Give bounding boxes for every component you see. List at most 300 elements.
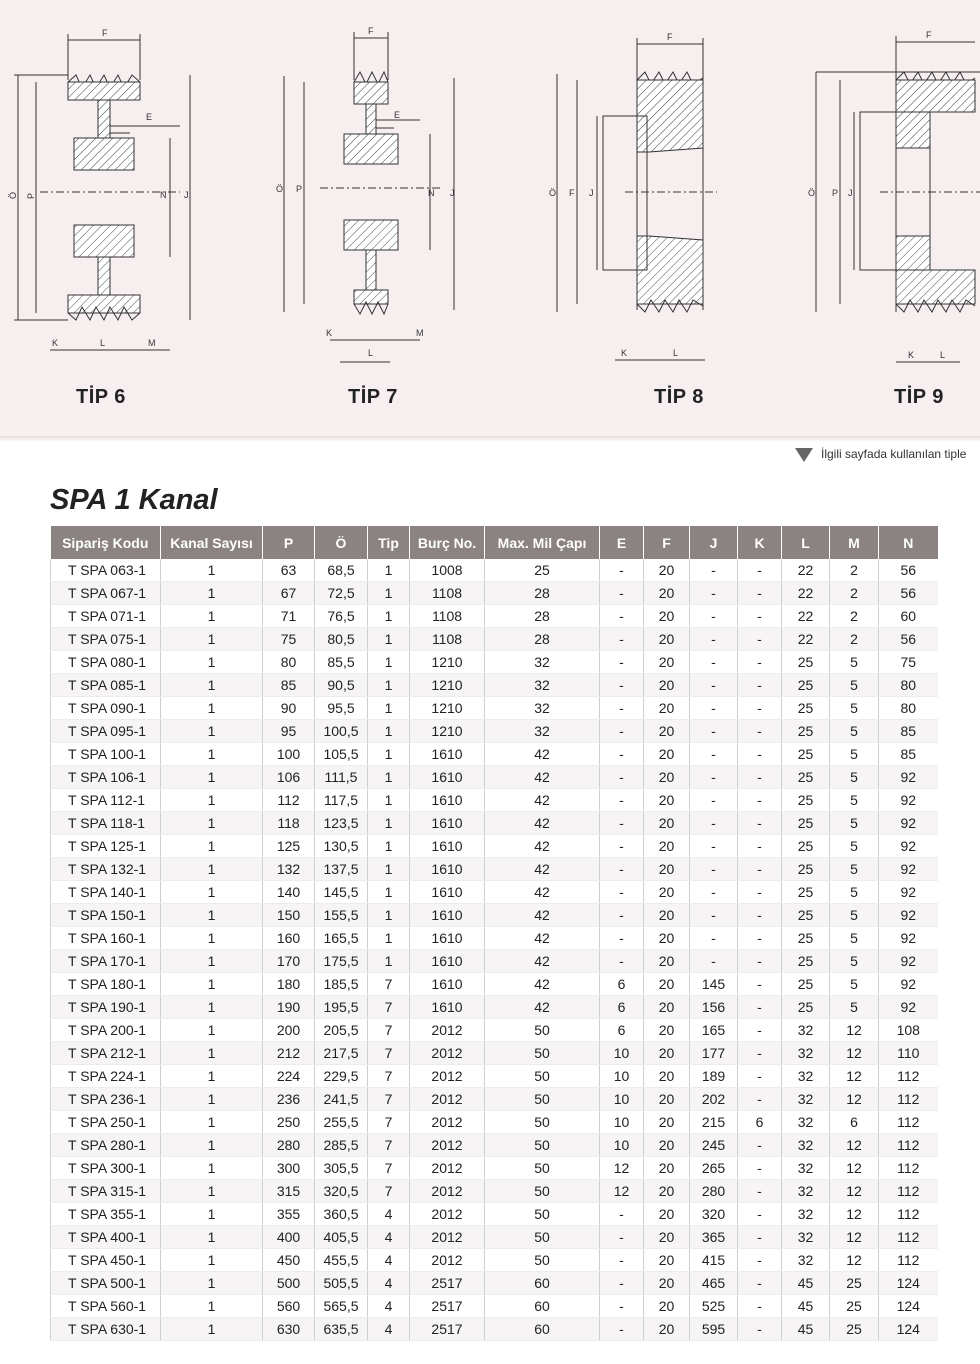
table-cell: 76,5	[315, 605, 368, 628]
table-cell: 5	[830, 927, 879, 950]
table-cell: 1	[368, 743, 410, 766]
table-cell: 12	[830, 1134, 879, 1157]
table-cell: 160	[263, 927, 315, 950]
table-cell: 1	[368, 651, 410, 674]
table-cell: 1	[161, 973, 263, 996]
table-cell: 10	[600, 1111, 644, 1134]
table-cell: 1610	[410, 835, 485, 858]
table-cell: T SPA 450-1	[51, 1249, 161, 1272]
table-cell: 236	[263, 1088, 315, 1111]
table-cell: 1	[161, 1134, 263, 1157]
table-cell: 300	[263, 1157, 315, 1180]
table-cell: 1	[368, 904, 410, 927]
table-cell: 25	[782, 720, 830, 743]
table-row	[51, 996, 938, 1019]
table-cell: 130,5	[315, 835, 368, 858]
section-title: SPA 1 Kanal	[50, 484, 218, 516]
svg-text:K: K	[52, 338, 59, 348]
tip6-label: TİP 6	[76, 386, 126, 408]
table-row	[51, 904, 938, 927]
table-cell: 25	[782, 927, 830, 950]
tip8-drawing	[545, 20, 745, 370]
table-cell: 112	[879, 1249, 938, 1272]
table-cell: 25	[782, 743, 830, 766]
table-cell: 22	[782, 628, 830, 651]
table-cell: -	[738, 1019, 782, 1042]
table-cell: -	[738, 1226, 782, 1249]
table-cell: -	[600, 1272, 644, 1295]
table-cell: 241,5	[315, 1088, 368, 1111]
table-cell: 112	[879, 1226, 938, 1249]
table-cell: 22	[782, 582, 830, 605]
table-cell: 25	[830, 1318, 879, 1341]
table-cell: 110	[879, 1042, 938, 1065]
table-cell: T SPA 170-1	[51, 950, 161, 973]
table-cell: -	[690, 651, 738, 674]
table-cell: 20	[644, 1318, 690, 1341]
table-cell: -	[738, 1042, 782, 1065]
table-cell: 92	[879, 858, 938, 881]
table-cell: -	[690, 605, 738, 628]
table-cell: 20	[644, 881, 690, 904]
table-cell: 1	[161, 605, 263, 628]
table-cell: 465	[690, 1272, 738, 1295]
table-cell: 1	[161, 1042, 263, 1065]
diagram-tip9	[800, 20, 980, 370]
table-cell: 25	[782, 904, 830, 927]
table-cell: 1	[161, 720, 263, 743]
table-cell: 12	[830, 1249, 879, 1272]
table-cell: T SPA 200-1	[51, 1019, 161, 1042]
column-header: Sipariş Kodu	[51, 526, 161, 559]
table-cell: 1	[368, 582, 410, 605]
table-row	[51, 697, 938, 720]
table-cell: 42	[485, 812, 600, 835]
table-row	[51, 674, 938, 697]
table-cell: -	[738, 927, 782, 950]
table-cell: 1	[161, 582, 263, 605]
table-cell: 4	[368, 1203, 410, 1226]
table-cell: T SPA 190-1	[51, 996, 161, 1019]
table-cell: T SPA 106-1	[51, 766, 161, 789]
table-cell: 1210	[410, 674, 485, 697]
table-cell: 20	[644, 582, 690, 605]
table-cell: -	[738, 1272, 782, 1295]
table-cell: 92	[879, 904, 938, 927]
table-cell: 32	[782, 1249, 830, 1272]
table-cell: 42	[485, 996, 600, 1019]
table-cell: 60	[879, 605, 938, 628]
table-cell: 12	[830, 1180, 879, 1203]
table-cell: -	[600, 950, 644, 973]
table-cell: 92	[879, 996, 938, 1019]
table-cell: T SPA 100-1	[51, 743, 161, 766]
table-cell: 92	[879, 766, 938, 789]
table-cell: 56	[879, 628, 938, 651]
table-cell: 5	[830, 766, 879, 789]
table-cell: 100	[263, 743, 315, 766]
table-cell: 80	[879, 697, 938, 720]
table-cell: 500	[263, 1272, 315, 1295]
table-cell: 2	[830, 628, 879, 651]
table-row	[51, 950, 938, 973]
table-cell: 42	[485, 927, 600, 950]
table-cell: 32	[485, 697, 600, 720]
table-cell: 1	[161, 1111, 263, 1134]
table-cell: 20	[644, 1065, 690, 1088]
table-cell: 50	[485, 1180, 600, 1203]
table-cell: 2517	[410, 1318, 485, 1341]
table-cell: 25	[782, 697, 830, 720]
table-cell: -	[690, 720, 738, 743]
table-cell: 4	[368, 1226, 410, 1249]
table-cell: 5	[830, 743, 879, 766]
table-cell: T SPA 071-1	[51, 605, 161, 628]
table-cell: 150	[263, 904, 315, 927]
column-header: K	[738, 526, 782, 559]
table-cell: -	[690, 628, 738, 651]
table-cell: 2517	[410, 1295, 485, 1318]
table-cell: 95	[263, 720, 315, 743]
table-row	[51, 605, 938, 628]
table-cell: -	[600, 674, 644, 697]
table-row	[51, 1134, 938, 1157]
table-cell: 7	[368, 1134, 410, 1157]
table-row	[51, 1065, 938, 1088]
table-cell: 1610	[410, 996, 485, 1019]
table-cell: 25	[782, 674, 830, 697]
table-cell: 1	[161, 927, 263, 950]
table-cell: 4	[368, 1249, 410, 1272]
table-cell: -	[738, 1065, 782, 1088]
table-cell: 415	[690, 1249, 738, 1272]
table-cell: 1	[368, 628, 410, 651]
table-cell: 189	[690, 1065, 738, 1088]
table-cell: T SPA 132-1	[51, 858, 161, 881]
table-cell: 5	[830, 720, 879, 743]
table-cell: 12	[830, 1203, 879, 1226]
table-row	[51, 835, 938, 858]
table-cell: -	[738, 766, 782, 789]
table-cell: 165	[690, 1019, 738, 1042]
table-cell: 285,5	[315, 1134, 368, 1157]
svg-text:L: L	[940, 350, 946, 360]
column-header: E	[600, 526, 644, 559]
table-cell: 2012	[410, 1065, 485, 1088]
table-cell: 1610	[410, 950, 485, 973]
table-cell: 20	[644, 628, 690, 651]
table-cell: 145,5	[315, 881, 368, 904]
table-cell: 1610	[410, 858, 485, 881]
table-cell: 4	[368, 1272, 410, 1295]
table-cell: 10	[600, 1065, 644, 1088]
table-cell: 400	[263, 1226, 315, 1249]
table-cell: 25	[782, 881, 830, 904]
table-cell: -	[690, 858, 738, 881]
diagram-tip7	[270, 20, 470, 370]
table-cell: -	[738, 743, 782, 766]
tip9-label: TİP 9	[894, 386, 944, 408]
table-cell: 32	[782, 1226, 830, 1249]
table-cell: 90	[263, 697, 315, 720]
table-cell: 124	[879, 1295, 938, 1318]
table-cell: -	[738, 605, 782, 628]
table-cell: T SPA 280-1	[51, 1134, 161, 1157]
table-cell: -	[690, 950, 738, 973]
table-cell: 1610	[410, 904, 485, 927]
table-cell: 1210	[410, 720, 485, 743]
table-row	[51, 973, 938, 996]
table-cell: 7	[368, 1065, 410, 1088]
column-header: L	[782, 526, 830, 559]
table-cell: 25	[782, 858, 830, 881]
svg-text:M: M	[148, 338, 156, 348]
tip7-drawing	[270, 20, 470, 370]
table-cell: -	[738, 1249, 782, 1272]
tip6-drawing	[10, 20, 210, 360]
table-cell: -	[690, 881, 738, 904]
table-cell: 112	[879, 1180, 938, 1203]
table-cell: 1210	[410, 651, 485, 674]
table-cell: 5	[830, 950, 879, 973]
table-header	[51, 526, 938, 559]
table-cell: 20	[644, 858, 690, 881]
table-cell: 1610	[410, 789, 485, 812]
table-cell: 10	[600, 1042, 644, 1065]
table-cell: 12	[600, 1180, 644, 1203]
column-header: Ö	[315, 526, 368, 559]
table-cell: 2012	[410, 1157, 485, 1180]
table-cell: 28	[485, 582, 600, 605]
table-cell: -	[600, 1249, 644, 1272]
table-cell: 1	[161, 1088, 263, 1111]
table-cell: 4	[368, 1318, 410, 1341]
table-cell: T SPA 224-1	[51, 1065, 161, 1088]
table-cell: -	[738, 812, 782, 835]
table-row	[51, 1157, 938, 1180]
table-cell: 80	[879, 674, 938, 697]
table-cell: 2012	[410, 1111, 485, 1134]
table-cell: 7	[368, 1019, 410, 1042]
table-cell: 280	[263, 1134, 315, 1157]
table-cell: -	[600, 1226, 644, 1249]
table-cell: 20	[644, 1134, 690, 1157]
table-cell: 20	[644, 950, 690, 973]
column-header: Burç No.	[410, 526, 485, 559]
table-cell: 1	[161, 697, 263, 720]
svg-text:Ö: Ö	[549, 188, 557, 198]
table-cell: 1	[368, 927, 410, 950]
table-cell: 32	[782, 1203, 830, 1226]
table-cell: 20	[644, 743, 690, 766]
table-cell: T SPA 300-1	[51, 1157, 161, 1180]
table-cell: -	[690, 582, 738, 605]
table-cell: 4	[368, 1295, 410, 1318]
table-cell: 5	[830, 812, 879, 835]
table-cell: -	[600, 559, 644, 582]
table-cell: 1	[161, 904, 263, 927]
table-cell: 175,5	[315, 950, 368, 973]
table-cell: 1	[368, 720, 410, 743]
table-cell: 42	[485, 973, 600, 996]
svg-text:L: L	[673, 348, 679, 358]
triangle-marker-icon	[795, 448, 813, 462]
table-cell: -	[600, 605, 644, 628]
table-cell: 20	[644, 1180, 690, 1203]
tip8-label: TİP 8	[654, 386, 704, 408]
table-cell: 50	[485, 1134, 600, 1157]
table-cell: 32	[782, 1065, 830, 1088]
table-cell: 5	[830, 697, 879, 720]
table-cell: 75	[263, 628, 315, 651]
table-cell: 68,5	[315, 559, 368, 582]
table-cell: 1	[368, 812, 410, 835]
table-cell: 50	[485, 1203, 600, 1226]
table-cell: 190	[263, 996, 315, 1019]
table-cell: 60	[485, 1295, 600, 1318]
table-cell: 1	[161, 881, 263, 904]
table-row	[51, 743, 938, 766]
table-cell: 50	[485, 1249, 600, 1272]
table-cell: -	[600, 858, 644, 881]
svg-text:F: F	[368, 26, 374, 36]
table-cell: 1	[368, 858, 410, 881]
table-cell: 450	[263, 1249, 315, 1272]
table-cell: -	[738, 950, 782, 973]
table-cell: 20	[644, 1249, 690, 1272]
table-cell: -	[690, 559, 738, 582]
table-cell: 20	[644, 1272, 690, 1295]
table-cell: -	[600, 743, 644, 766]
table-cell: 5	[830, 973, 879, 996]
table-cell: 7	[368, 973, 410, 996]
table-cell: 112	[879, 1157, 938, 1180]
table-cell: 7	[368, 1180, 410, 1203]
table-cell: T SPA 118-1	[51, 812, 161, 835]
table-cell: T SPA 112-1	[51, 789, 161, 812]
table-cell: 56	[879, 582, 938, 605]
table-cell: -	[738, 697, 782, 720]
table-cell: 7	[368, 1088, 410, 1111]
table-cell: 1	[161, 812, 263, 835]
table-cell: 455,5	[315, 1249, 368, 1272]
table-cell: 20	[644, 1042, 690, 1065]
table-cell: -	[600, 789, 644, 812]
table-cell: -	[738, 973, 782, 996]
table-cell: 525	[690, 1295, 738, 1318]
svg-text:Ö: Ö	[808, 188, 816, 198]
table-cell: 1	[161, 651, 263, 674]
table-cell: 1	[161, 1019, 263, 1042]
table-row	[51, 789, 938, 812]
table-cell: 25	[782, 835, 830, 858]
table-cell: 1108	[410, 605, 485, 628]
table-cell: 42	[485, 743, 600, 766]
table-cell: -	[738, 1180, 782, 1203]
table-cell: T SPA 160-1	[51, 927, 161, 950]
table-cell: 100,5	[315, 720, 368, 743]
table-cell: T SPA 355-1	[51, 1203, 161, 1226]
table-cell: 250	[263, 1111, 315, 1134]
table-cell: 360,5	[315, 1203, 368, 1226]
table-cell: 63	[263, 559, 315, 582]
table-cell: T SPA 400-1	[51, 1226, 161, 1249]
table-cell: 106	[263, 766, 315, 789]
table-cell: 20	[644, 605, 690, 628]
table-cell: 1108	[410, 628, 485, 651]
table-cell: 6	[600, 973, 644, 996]
column-header: Max. Mil Çapı	[485, 526, 600, 559]
table-cell: 71	[263, 605, 315, 628]
table-cell: 32	[782, 1134, 830, 1157]
table-cell: 112	[879, 1065, 938, 1088]
table-cell: 180	[263, 973, 315, 996]
table-cell: 7	[368, 1042, 410, 1065]
table-cell: -	[600, 1203, 644, 1226]
table-cell: 28	[485, 628, 600, 651]
table-row	[51, 1226, 938, 1249]
table-cell: T SPA 140-1	[51, 881, 161, 904]
table-row	[51, 1272, 938, 1295]
table-cell: 20	[644, 973, 690, 996]
table-cell: 60	[485, 1318, 600, 1341]
table-cell: 200	[263, 1019, 315, 1042]
table-cell: 12	[830, 1065, 879, 1088]
table-cell: 80	[263, 651, 315, 674]
table-cell: 125	[263, 835, 315, 858]
table-cell: 280	[690, 1180, 738, 1203]
table-cell: 1	[161, 789, 263, 812]
table-cell: 25	[782, 950, 830, 973]
table-cell: 32	[782, 1042, 830, 1065]
table-cell: 137,5	[315, 858, 368, 881]
table-cell: T SPA 236-1	[51, 1088, 161, 1111]
table-cell: 45	[782, 1318, 830, 1341]
svg-text:F: F	[667, 32, 673, 42]
svg-text:J: J	[450, 188, 455, 198]
table-row	[51, 1088, 938, 1111]
tip9-drawing	[800, 20, 980, 370]
table-cell: 132	[263, 858, 315, 881]
table-cell: 72,5	[315, 582, 368, 605]
table-cell: -	[738, 1134, 782, 1157]
svg-text:F: F	[569, 188, 575, 198]
table-cell: 50	[485, 1226, 600, 1249]
table-cell: 2517	[410, 1272, 485, 1295]
table-cell: 85	[263, 674, 315, 697]
table-cell: 245	[690, 1134, 738, 1157]
table-cell: 205,5	[315, 1019, 368, 1042]
column-header: J	[690, 526, 738, 559]
table-cell: -	[690, 904, 738, 927]
table-cell: 565,5	[315, 1295, 368, 1318]
table-cell: 1610	[410, 881, 485, 904]
table-cell: 32	[782, 1157, 830, 1180]
table-cell: -	[690, 812, 738, 835]
table-cell: 92	[879, 881, 938, 904]
svg-text:J: J	[848, 188, 853, 198]
table-cell: 505,5	[315, 1272, 368, 1295]
table-cell: -	[600, 697, 644, 720]
table-cell: -	[738, 628, 782, 651]
table-cell: -	[738, 1157, 782, 1180]
table-cell: 1210	[410, 697, 485, 720]
svg-text:M: M	[416, 328, 424, 338]
table-cell: 50	[485, 1088, 600, 1111]
table-row	[51, 881, 938, 904]
table-cell: 5	[830, 858, 879, 881]
table-row	[51, 812, 938, 835]
